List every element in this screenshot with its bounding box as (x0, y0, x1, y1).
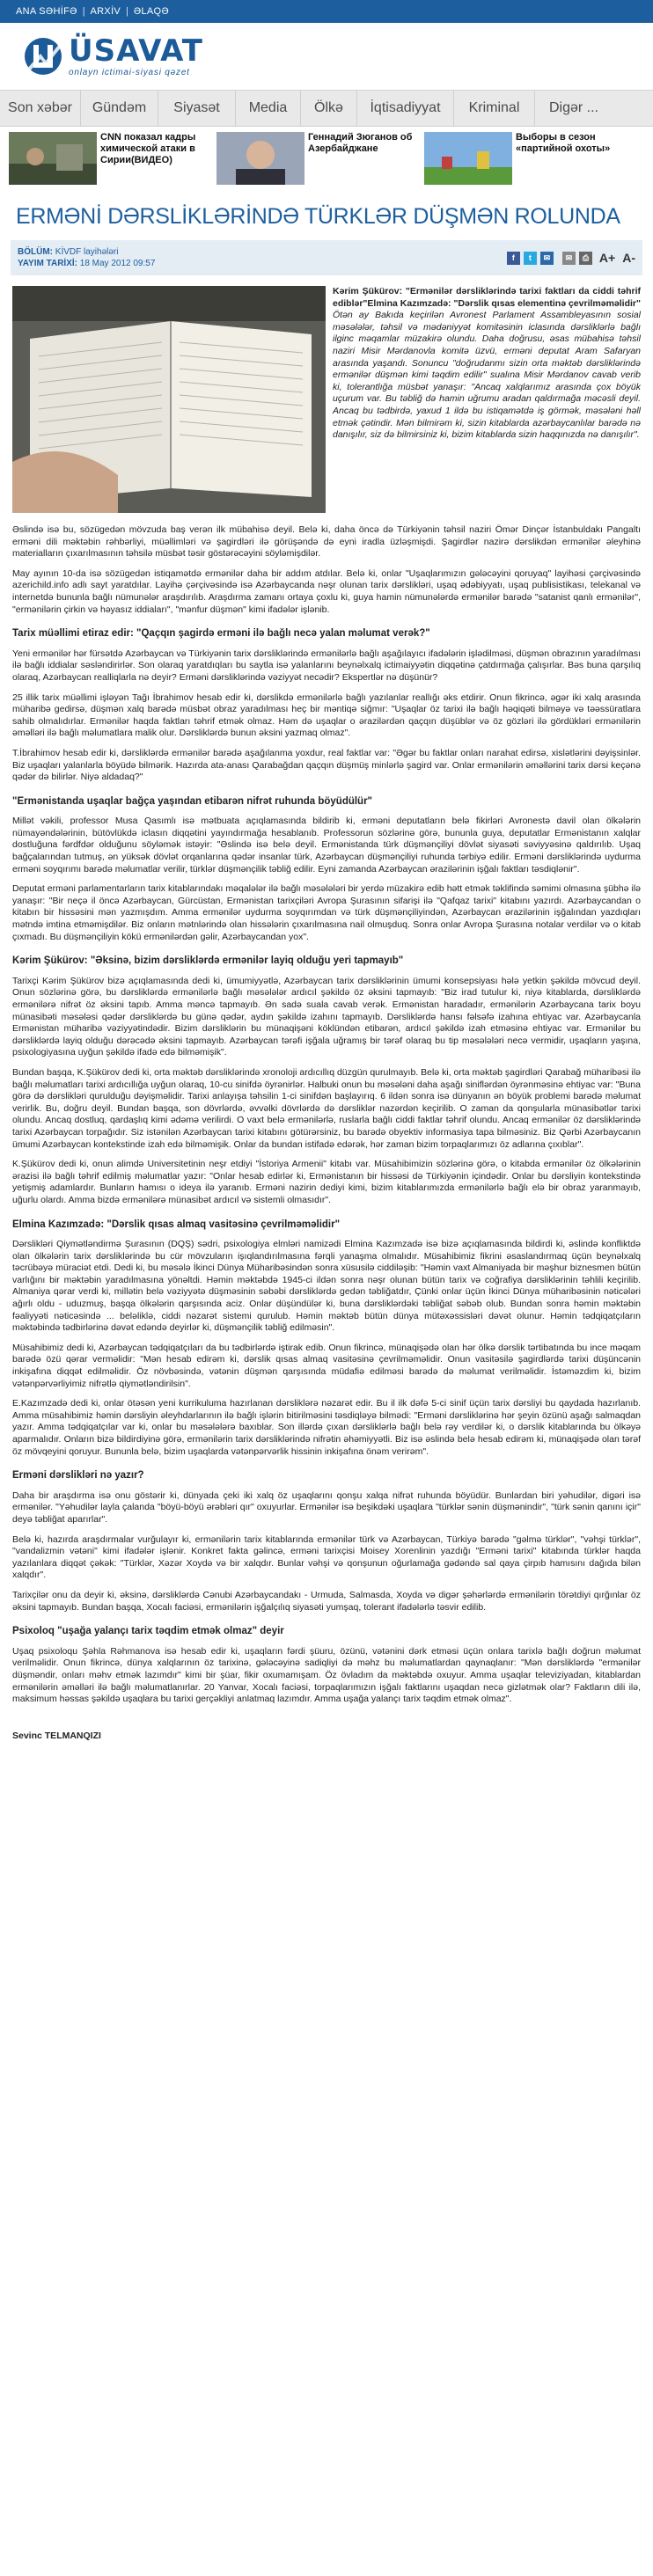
paragraph: T.İbrahimov hesab edir ki, dərsliklərdə ermənilər barədə aşağılanma yoxdur, real faktlar var: "Əgər bu faktlar onları narahat edirsə, xislətlərini dəyişsinlər. Biz uşaqları yalanlarla böyüdə bilmərik. Hazırda ata-anası Qarabağdan qaçqın düşmüş minlərlə şagird var. Onlar ermənilərin əməllərini tarix dərsi keçənə qədər də bilirlər. Niyə aldadaq?" (12, 747, 641, 783)
subheading: Kərim Şükürov: "Əksinə, bizim dərsliklərdə ermənilər layiq olduğu yeri tapmayıb" (12, 955, 404, 967)
ticker-item[interactable] (9, 132, 211, 187)
paragraph: Uşaq psixoloqu Şəhla Rəhmanova isə hesab edir ki, uşaqların fərdi şüuru, özünü, vətənini dərk etməsi üçün onlara tarixlə bağlı doğrun məlumat verilməlidir. Onun fikrincə, dünya xalqlarının öz tarixinə, gələcəyinə sadiqliyi də məhz bu məlumatlardan qaynaqlanır: "Mən dərsliklərdə "ermənilər düşməndir, onları məhv etmək lazımdır" kimi bir şüar, fikir oxumamışam. Öz övladım da məktəbdə oxuyur. Amma uşaqlar televiziyadan, kitablardan ermənilərin əməlləri ilə bağlı məlumatlanırlar. 20 Yanvar, Xocalı faciəsi, torpaqlarımızın işğalı faktlarını uşaqdan necə gizlətmək olar? Faktların dili ilə, maksimum həssas şəkildə uşaqlara bu tarixi gerçəkliyi anlatmaq lazımdır. Amma uşağa yalançı tarix təqdim etmək olmaz". (12, 1645, 641, 1705)
print-icon[interactable]: ⎙ (579, 252, 592, 265)
paragraph: Tarixçi Kərim Şükürov bizə açıqlamasında dedi ki, ümumiyyətlə, Azərbaycan tarix dərsliklərinin ümumi konsepsiyası hələ yetkin şəkildə mövcud deyil. Onun sözlərinə görə, bu dərsliklərdə ermənilərlə bağlı məsələlər ardıcıl şəkildə öz əksini tapmayıb: "Biz irad tutulur ki, niyə kitablarda, dərsliklərdə ermənilərə nifrət öz əksini tapıb. Amma məncə tapmayıb. Ən sadə suala cavab verək. Ermənistan haradadır, ermənilərin Azərbaycana tarix boyu münasibəti məsələsi qədər dərsliklərdə bu günə qədər, aydın şəkildə izahını tapmayıb. Dərsliklərdə hansı fəlsəfə izahına ehtiyac var. Azərbaycanla Ermənistan müharibə vəziyyətindədir. Bizim dərsliklərin bu münaqişəni köklündən etibarən, ardıcıl şəkildə izah etməsinə ehtiyac var. Ermənilər bu dərsliklərdə layiq olduğu dərəcədə əksini tapmayıb. Azərbaycan tərəfi işğala uğramış bir tərəf olaraq bu tip məsələləri necə vermidir, uşaqların yaşına, psixologiyasına uyğun şəkildə ifadə edə bilməmişik". (12, 975, 641, 1058)
separator: | (82, 6, 85, 17)
paragraph: Müsahibimiz dedi ki, Azərbaycan tədqiqatçıları da bu tədbirlərdə iştirak edib. Onun fikrincə, münaqişədə olan hər ölkə dərslik tərtibatında bu ince məqam barədə özü qərar verməlidir: "Mən hesab edirəm ki, dərslik qısas almaq vasitəsinə çevrilməməlidir. Onun vasitəsilə şagirdlərdə tarixi düşüncənin inkişafına diqqət edilməlidir. Öz növbəsində, vətənin düşmən qarşısında müdafiə edilməsi barədə də məlumat verilməlidir. İstəməzdim ki, bizim vətənpərvərliyimiz nifrətlə qiymətləndirilsin". (12, 1342, 641, 1389)
paragraph: Millət vəkili, professor Musa Qasımlı isə mətbuata açıqlamasında bildirib ki, erməni deputatların belə fikirləri Avronestə davil olan ölkələrin nümayəndələrinin, bütövlükdə iclasın diqqətini yayındırmağa hesablanıb. Professorun sözlərinə görə, bununla guya, deputatlar Ermənistanın xalqlar dostluğuna fərdfdər olduğunu söyləmək istəyir: "Əslində isə belə deyil. Ermənistanda türk düşmənçiliyi dövlət siyasəti səviyyəsinə qaldırılıb. Uşaq bağçalarından tutmuş, ən yüksək dövlət orqanlarına qədər insanlar türk, Azərbaycan düşmənçiliyi ruhunda tərbiyə edilir. Erməni dərsliklərində uydurma erməni soyqırımı barədə məlumatlar verilir, türklər düşmənçilik təbliğ edilir. Eyni zamanda Azərbaycan ərazilərinin işğalı faktları təsdiqlənir". (12, 816, 641, 875)
nav-son-xeber[interactable]: Son xəbər (0, 91, 81, 126)
nav-media[interactable]: Media (236, 91, 301, 126)
lead-paragraph: Ötən ay Bakıda keçirilən Avronest Parlament Assambleyasının sosial məsələlər, təhsil və mədəniyyət komitəsinin iclasında dərsliklərlə bağlı ilginc məqamlar müzakirə olundu. Daha doğrusu, əsas mübahisə təhsil naziri Misir Mərdanovla komitə üzvü, erməni deputat Aram Safaryan arasında yaşandı. Sonuncu "doğrudanmı sizin orta məktəb dərsliklərində ermənilər düşmən kimi təqdim edilir" sualına Misir Mərdanov cavab verib ki, tolerantlığa müsbət yanaşır: "Ancaq xalqlarımız arasında çox böyük uçurum var. Bu təbliğ də hamin uğrumu aradan qaldırmağa məcəsli deyil. Ancaq bu tədbirdə, yaxud 1 ildə bu istiqamətdə iş görmək, məsələni həll etmək çətindir. Mən bilmirəm ki, sizin kitablarda azərbaycanlılar barədə nə danışılır, siz də bilmirsiniz ki, bizim kitablarda sizin haqqınızda nə danışılır". (333, 310, 641, 441)
paragraph: Belə ki, hazırda araşdırmalar vurğulayır ki, ermənilərin tarix kitablarında ermənilər türk və Azərbaycan, Türkiyə barədə "gəlmə türklər", "vəhşi türklər", "vandalizmin vətəni" kimi ifadələr işlənir. Konkret fakta gəlincə, erməni tarixçisi Moisey Xorenlinin yazdığı "Erməni tarixi" kitabında türklər haqda yazılanlara diqqət çəkək: "Türklər, Xəzər Xoydə və bir xalqdır. Bunlar vəhşi və qonşunun oğurlamağa gədəndə sal qaya çirpıb hamısını dağıda bilən xalqdır". (12, 1533, 641, 1581)
date-label: YAYIM TARİXİ: (18, 259, 77, 268)
paragraph: E.Kazımzadə dedi ki, onlar ötəsən yeni kurrikuluma hazırlanan dərsliklərə nəzarət edir. Bu il ilk dəfə 5-ci sinif üçün tarix dərsliyi bu qaydada hazırlanıb. Amma müsahibimiz həmin dərsliyin əleyhdarlarının ilə bağlı işlərin bitirilməsini təsdiqləyə bilmədi: "Erməni dərsliklərinə hər şeyin özünü aşağı salmaqdan yazır. Amma tədqiqatçılar var ki, onlar bu məsələlərə baxıblar. Son illərdə çıxan dərsliklərlə bağlı belə rəy verdilər ki, o dərslik kitablarında bu ölkəyə aparmalıdır. Onların bizə bildirdiyinə görə, ermənilərin tarix dərsliklərində nifrətin əhəmiyyətli. Biz isə əslində belə hesab edirəm ki, münaqişədə olan tərəf öz mövqeyini qoruyur. Bununla belə, bizim uşaqlarda vətənpərvərlik hissinin inkişafına önəm verirəm". (12, 1398, 641, 1457)
main-nav (0, 90, 653, 127)
paragraph: Bundan başqa, K.Şükürov dedi ki, orta məktəb dərsliklərində xronoloji ardıcıllıq düzgün qurulmayıb. Belə ki, orta məktəb şagirdləri Qarabağ müharibəsi ilə bağlı məlumatları tarixi ardıcıllığa uyğun olaraq, 10-cu sinifdə öyrənirlər. Halbuki onun bu məsələni daha aşağı siniflərdən öyrənməsinə ehtiyac var: "Buna görə də dərslikləri qurulduğu dəyişməlidir. Tarixi anlayışa təhsilin 1-ci sinifdən başlayırıq. 6 ildən sonra isə dünyanın ən böyük problemi barədə məlumat verirlik. Bu, doğru deyil. Bundan başqa, son dövrlərdə, əvvəlki dövrlərdə də dərsliklər nazərdən keçirilib. O zaman da qonşularla münasibətlər tarixi olundu. Ancaq dostluq, qardaşlıq kimi ədəmə verilirdi. O vaxt belə ermənilərlə, ruslarla bağlı ciddi faktlar təhrif olundu. Ancaq ermənilər öz dərsliklərində tarixi Azərbaycan torpağıdır. Siz istənilən Azərbaycan tarixi kitabını götürərsiniz, bu barədə obyektiv informasiya tapa bilməsiniz. Biz Qərbi Azərbaycanın ümumi Azərbaycan kontekstinde izah edə bilməmişik. Onlar da bundan istifadə edərək, hər zaman bizim torpaqlarımızı öz adlarına çıxıblar". (12, 1066, 641, 1150)
article-body (0, 275, 653, 1760)
news-ticker (0, 127, 653, 192)
site-logo[interactable] (23, 33, 203, 77)
facebook-icon[interactable]: f (507, 252, 520, 265)
subheading: "Ermənistanda uşaqlar bağça yaşından etibarən nifrət ruhunda böyüdülür" (12, 795, 373, 807)
news-thumbnail (424, 132, 512, 185)
publish-date: 18 May 2012 09:57 (79, 259, 156, 268)
paragraph: Tarixçilər onu da deyir ki, əksinə, dərsliklərdə Cənubi Azərbaycandakı - Urmuda, Salmasda, Xoyda və digər şəhərlərdə ermənilərin törətdiyi qırğınlar öz əksini tapmayıb. Bundan başqa, Xocalı faciəsi, ermənilərin işğalçılıq siyasəti yumşaq, tolerant ifadələrlə təsvir edilib. (12, 1589, 641, 1613)
ticker-text: CNN показал кадры химической атаки в Сирии(ВИДЕО) (100, 132, 196, 165)
logo-tagline: onlayn ictimai-siyasi qəzet (69, 67, 190, 77)
section-label: BÖLÜM: (18, 247, 53, 257)
twitter-icon[interactable]: t (524, 252, 537, 265)
subheading: Tarix müəllimi etiraz edir: "Qaçqın şagirdə erməni ilə bağlı necə yalan məlumat verək?" (12, 628, 430, 640)
nav-diger[interactable]: Digər ... (548, 100, 598, 115)
separator: | (126, 6, 128, 17)
home-link[interactable]: ANA SƏHİFƏ (16, 6, 77, 17)
paragraph: 25 illik tarix müəllimi işləyən Tağı İbrahimov hesab edir ki, dərslikdə ermənilərlə bağlı yazılanlar reallığı əks etdirir. Onun fikrincə, əgər iki xalq arasında müharibə gedirsə, düşmən xalq barədə müsbət obraz yaradılması heç bir məntiqə siğmır: "Uşaqlar öz tarixi ilə bağlı həqiqəti bilməyə və təəssüratlara sahib olmalıdırlar. Ermənilər haqda faktları təhrif etmək olmaz. Həm də uşaqlar o ərazilərdən qaçqın düşüblər və öz gözləri ilə gördükləri ermənilərin əməlləri ilə bağlı məlumatlara malik olur. Dərsliklərdə bunun əksini yazmaq olmaz". (12, 692, 641, 739)
ticker-item[interactable] (424, 132, 627, 187)
paragraph: Yeni ermənilər hər fürsətdə Azərbaycan və Türkiyənin tarix dərsliklərində ermənilərlə bağlı aşağılayıcı ifadələrin işlədilməsi, düşmən obrazının yaradılması ilə bağlı iddialar səsləndirirlər. Son olaraq yaratdıqları bu saytla isə yalanlarını beynəlxalq ictimaiyyətin diqqətinə çatdırmağa çalışırlar. Bəs buna qarşılıq olaraq, Azərbaycan realliqlarla nə deyir? Erməni dərsliklərində vəziyyət necədir? Ekspertlər nə düşünür? (12, 648, 641, 683)
section-link[interactable]: KİVDF layihələri (55, 247, 119, 257)
logo-emblem-icon (23, 36, 63, 77)
nav-gundem[interactable]: Gündəm (81, 91, 158, 126)
paragraph: K.Şükürov dedi ki, onun alimdə Universitetinin neşr etdiyi "İstoriya Armenii" kitabı var. Müsahibimizin sözlərinə görə, o kitabda ermənilər öz ölkələrinin ərazisi ilə bağlı təhrif edilmiş məlumatlar yazır: "Onlar hesab edirlər ki, Ermənistanın bir hissəsi də Türkiyənin içindədir. Onlar bu dərsliyin kontekstində yetişmiş adamlardır. Bunların hamısı o ideya ilə yaranıb. Erməni nazirin dediyi kimi, bizim kitablarımızda ermənilərlə bağlı elə bir obraz yaranmayıb, uğurlu olardı. Amma bizdə ermənilərə münasibət ardıcıl və sistemli olmasıdır". (12, 1159, 641, 1205)
article-author: Sevinc TELMANQIZI (12, 1730, 101, 1741)
ticker-item[interactable] (216, 132, 419, 187)
subheading: Psixoloq "uşağa yalançı tarix təqdim etmək olmaz" deyir (12, 1626, 284, 1637)
font-decrease-button[interactable]: A- (622, 251, 635, 265)
news-thumbnail (9, 132, 97, 185)
ticker-text: Геннадий Зюганов об Азербайджане (308, 132, 413, 154)
news-thumbnail (216, 132, 304, 185)
nav-kriminal[interactable]: Kriminal (454, 91, 535, 126)
article-meta (11, 240, 642, 275)
share-icon[interactable]: ✉ (540, 252, 554, 265)
paragraph: Əslində isə bu, sözügedən mövzuda baş verən ilk mübahisə deyil. Belə ki, daha öncə də Türkiyənin təhsil naziri Ömər Dinçər İstanbuldakı Pangaltı erməni dili məktəbin rəhbərliyi, müəllimləri və şagirdləri ilə görüşəndə də eyni iradla üzləşmişdi. Şagirdlər nazirə dərslikdən ermənilər əleyhinə materialların çıxarılmasının təhsilə müsbət təsir göstərəcəyini söyləmişdilər. (12, 524, 641, 560)
contact-link[interactable]: ƏLAQƏ (133, 6, 169, 17)
archive-link[interactable]: ARXİV (90, 6, 121, 17)
top-bar (0, 0, 653, 23)
paragraph: Daha bir araşdırma isə onu göstərir ki, dünyada çeki iki xalq öz uşaqlarını qonşu xalqa nifrət ruhunda böyüdür. Bunlardan biri yəhudilər, digəri isə ermənilər. "Yəhudilər layla çalanda "böyü-böyü ərəbləri qır" oxuyurlar. Ermənilər isə beşikdəki uşaqlara "türklər sənin düşmənindir", "türk sənin qanını içir" deyə təbliğat aparırlar". (12, 1489, 641, 1525)
nav-iqtisadiyyat[interactable]: İqtisadiyyat (357, 91, 454, 126)
subheading: Elmina Kazımzadə: "Dərslik qısas almaq vasitəsinə çevrilməməlidir" (12, 1218, 341, 1230)
lead-headline: Kərim Şükürov: "Ermənilər dərsliklərində tarixi faktları da ciddi təhrif ediblər"Elmina Kazımzadə: "Dərslik qısas elementinə çevrilməməlidir" (333, 286, 641, 309)
article-photo (12, 286, 326, 513)
logo-name: ÜSAVAT (69, 33, 203, 69)
article-tools (507, 251, 635, 265)
subheading: Erməni dərslikləri nə yazır? (12, 1470, 144, 1482)
nav-siyaset[interactable]: Siyasət (158, 91, 236, 126)
nav-olke[interactable]: Ölkə (301, 91, 357, 126)
paragraph: Dərslikləri Qiymətləndirmə Şurasının (DQŞ) sədri, psixologiya elmləri namizədi Elmina Kazımzadə isə bizə açıqlamasında bildirdi ki, əslində konfliktdə olan ölkələrin tarix dərsliklərində bu cür mövzuların işıqlandırılmasına fərqli yanaşma olmalıdır. Müsahibimiz fikrini əsaslandırmaq üçün beynəlxalq təcrübəyə müraciət etdi. Dedi ki, bu məsələ İkinci Dünya Müharibəsindən sonra xüsusilə ciddiləşib: "Həmin vaxt Almaniyada bir məşhur biznesmen bütün varlığını bir məktəbin yaradılmasına yönəltdi. Həmin məktəbdə 1945-ci ildən sonra nəşr olunan bütün tarix və coğrafiya dərsliklərinin təhlili keçirilib. Almaniya qərar verdi ki, millətin belə vəziyyətə düşməsinin səbəbi dərsliklərdə gedən təbliğatdır, Çünki onlar üçün İkinci Dünya müharibəsinin nəticələri ağırlı oldu - uduzmuş, başqa ölkələrin qarşısında aciz. Onlar düşündülər ki, buna dərsliklərdəki təbliğat səbəb olub. Bundan sonra həmin məktəbin fəaliyyəti nəticəsində ... beləliklə, ciddi nəzarət sistemi qurulub. Həmin məktəb bütün dünya mütəxəssisləri dəvət olunur. Həmin tədqiqatçıların məktəbində tədbirlərinə dəvət edəndə deyirlər ki, düşmənçilik təbliğ edilməsin". (12, 1239, 641, 1334)
paragraph: May ayının 10-da isə sözügedən istiqamətdə ermənilər daha bir addım atdılar. Belə ki, onlar "Uşaqlarımızın gələcəyini qoruyaq" layihəsi çərçivəsində azerichild.info adlı sayt yaratdılar. Layihə çərçivəsində isə Azərbaycanda nəşr olunan tarix dərslikləri, uşaq ədəbiyyatı, uşaq publisistikası, telekanal və internetdə bununla bağlı nümunələr araşdırılıb. Araşdırma zamanı ortaya çoxlu ki, guya hamin nümunələrdə ermənilər barədə "satanist qanlı ermənilər", "ermənilərin çirkin və həyasız iddiaları", "mənfur düşmən" kimi ifadələr işlənib. (12, 567, 641, 615)
ticker-text: Выборы в сезон «партийной охоты» (516, 132, 611, 154)
font-increase-button[interactable]: A+ (598, 251, 616, 265)
article-title: ERMƏNİ DƏRSLİKLƏRİNDƏ TÜRKLƏR DÜŞMƏN ROLUNDA (16, 204, 620, 229)
email-icon[interactable]: ✉ (562, 252, 576, 265)
site-header (0, 23, 653, 90)
paragraph: Deputat erməni parlamentarların tarix kitablarındakı məqalələr ilə bağlı məsələləri bir yerdə müzakirə edib hətt etmək təklifində səmimi olmasına şübhə ilə yanaşır: "Bir neçə il öncə Azərbaycan, Gürcüstan, Ermənistan tarixçiləri Avropa Şurasının sifarişi ilə "Qafqaz tarixi" kitabını yazırdı. Azərbaycandan o kitabın bir hissəsini mən yazmışdım. Amma ermənilər uydurma soyqırımdan və türk düşmənçiliyindən, Azərbaycan ərazilərinin işğalından yazdıqları mətndə imtina etməmişdilər. Biz onların mətnlərində olan hissələrin çıxarılmasına nail olmuşduq. Sonra onlar Avropa Şurasına notalar verdilər və o kitab çıxmadı. Bu düşmənçiliyin kökü ermənilərdən gəlir, Azərbaycandan yox". (12, 883, 641, 942)
